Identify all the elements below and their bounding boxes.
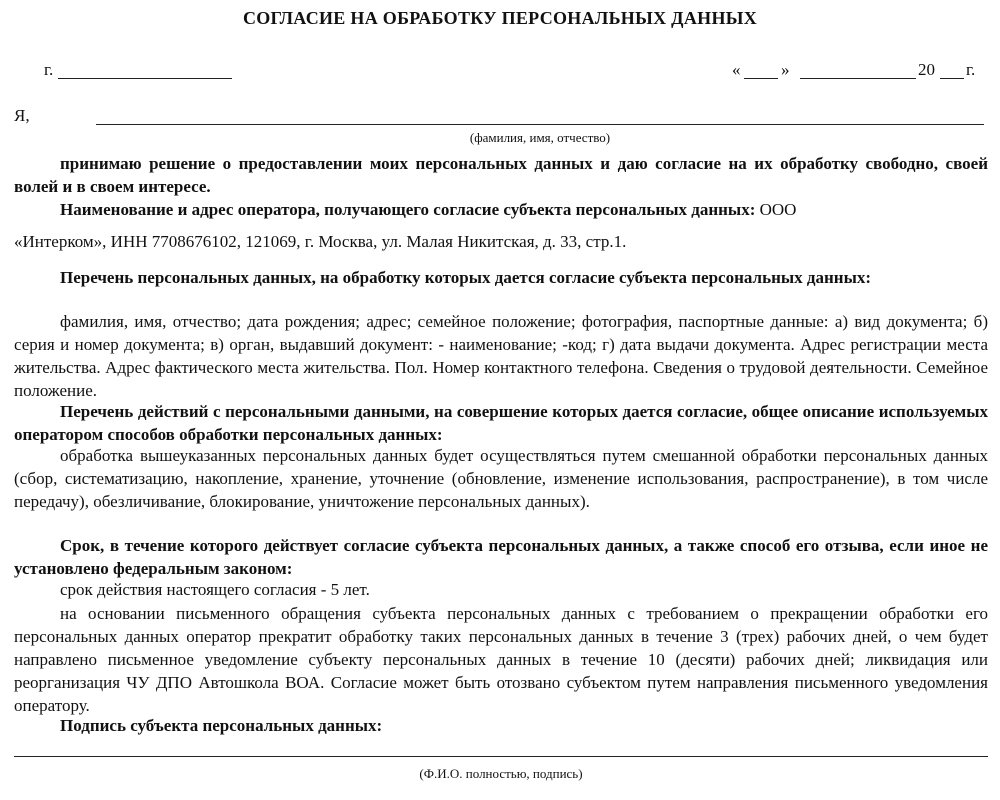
decision-paragraph: принимаю решение о предоставлении моих персональных данных и даю согласие на их обработку свободно, своей волей и в своем интересе. bbox=[14, 154, 988, 196]
year-suffix: г. bbox=[966, 60, 976, 79]
actions-heading: Перечень действий с персональными данными, на совершение которых дается согласие, общее описание используемых оператором способов обработки персональных данных: bbox=[14, 402, 988, 444]
fio-field[interactable] bbox=[96, 124, 984, 125]
day-field[interactable] bbox=[744, 78, 778, 79]
list-text: фамилия, имя, отчество; дата рождения; адрес; семейное положение; фотография, паспортные данные: а) вид документа; б) серия и номер документа; в) орган, выдавший документ: - наименование; -код; г) дата выдачи документа. Адрес регистрации места жительства. Адрес фактического места жительства. Пол. Номер контактного телефона. Сведения о трудовой деятельности. Семейное положение. bbox=[14, 312, 988, 400]
signature-caption: (Ф.И.О. полностью, подпись) bbox=[419, 766, 583, 781]
actions-text: обработка вышеуказанных персональных данных будет осуществляться путем смешанной обработки персональных данных (сбор, систематизацию, накопление, хранение, уточнение (обновление, изменение использования, распространение), в том числе передачу), обезличивание, блокирование, уничтожение персональных данных). bbox=[14, 446, 988, 511]
fio-caption: (фамилия, имя, отчество) bbox=[469, 130, 611, 145]
signature-heading: Подпись субъекта персональных данных: bbox=[60, 716, 383, 735]
signature-field[interactable] bbox=[14, 756, 988, 757]
month-field[interactable] bbox=[800, 78, 916, 79]
operator-address: «Интерком», ИНН 7708676102, 121069, г. Москва, ул. Малая Никитская, д. 33, стр.1. bbox=[14, 232, 627, 251]
list-heading: Перечень персональных данных, на обработку которых дается согласие субъекта персональных данных: bbox=[60, 268, 872, 287]
year-field[interactable] bbox=[940, 78, 964, 79]
operator-paragraph bbox=[14, 198, 988, 221]
term-text: срок действия настоящего согласия - 5 лет. bbox=[60, 580, 370, 599]
document-title: СОГЛАСИЕ НА ОБРАБОТКУ ПЕРСОНАЛЬНЫХ ДАННЫХ bbox=[242, 8, 758, 28]
city-label: г. bbox=[44, 60, 54, 79]
year-prefix: 20 bbox=[918, 60, 935, 79]
date-close-quote: » bbox=[781, 60, 790, 79]
city-field[interactable] bbox=[58, 78, 232, 79]
date-open-quote: « bbox=[732, 60, 741, 79]
term-heading: Срок, в течение которого действует согласие субъекта персональных данных, а также способ его отзыва, если иное не установлено федеральным законом: bbox=[14, 536, 988, 578]
operator-name-start: ООО bbox=[759, 200, 797, 219]
revoke-text: на основании письменного обращения субъекта персональных данных с требованием о прекращении обработки его персональных данных оператор прекратит обработку таких персональных данных в течение 3 (трех) рабочих дней, о чем будет направлено письменное уведомление субъекту персональных данных в течение 10 (десяти) рабочих дней; ликвидация или реорганизация ЧУ ДПО Автошкола ВОА. Согласие может быть отозвано субъектом путем направления письменного уведомления оператору. bbox=[14, 604, 988, 715]
operator-heading: Наименование и адрес оператора, получающего согласие субъекта персональных данных: bbox=[60, 200, 756, 219]
i-label: Я, bbox=[14, 106, 30, 125]
